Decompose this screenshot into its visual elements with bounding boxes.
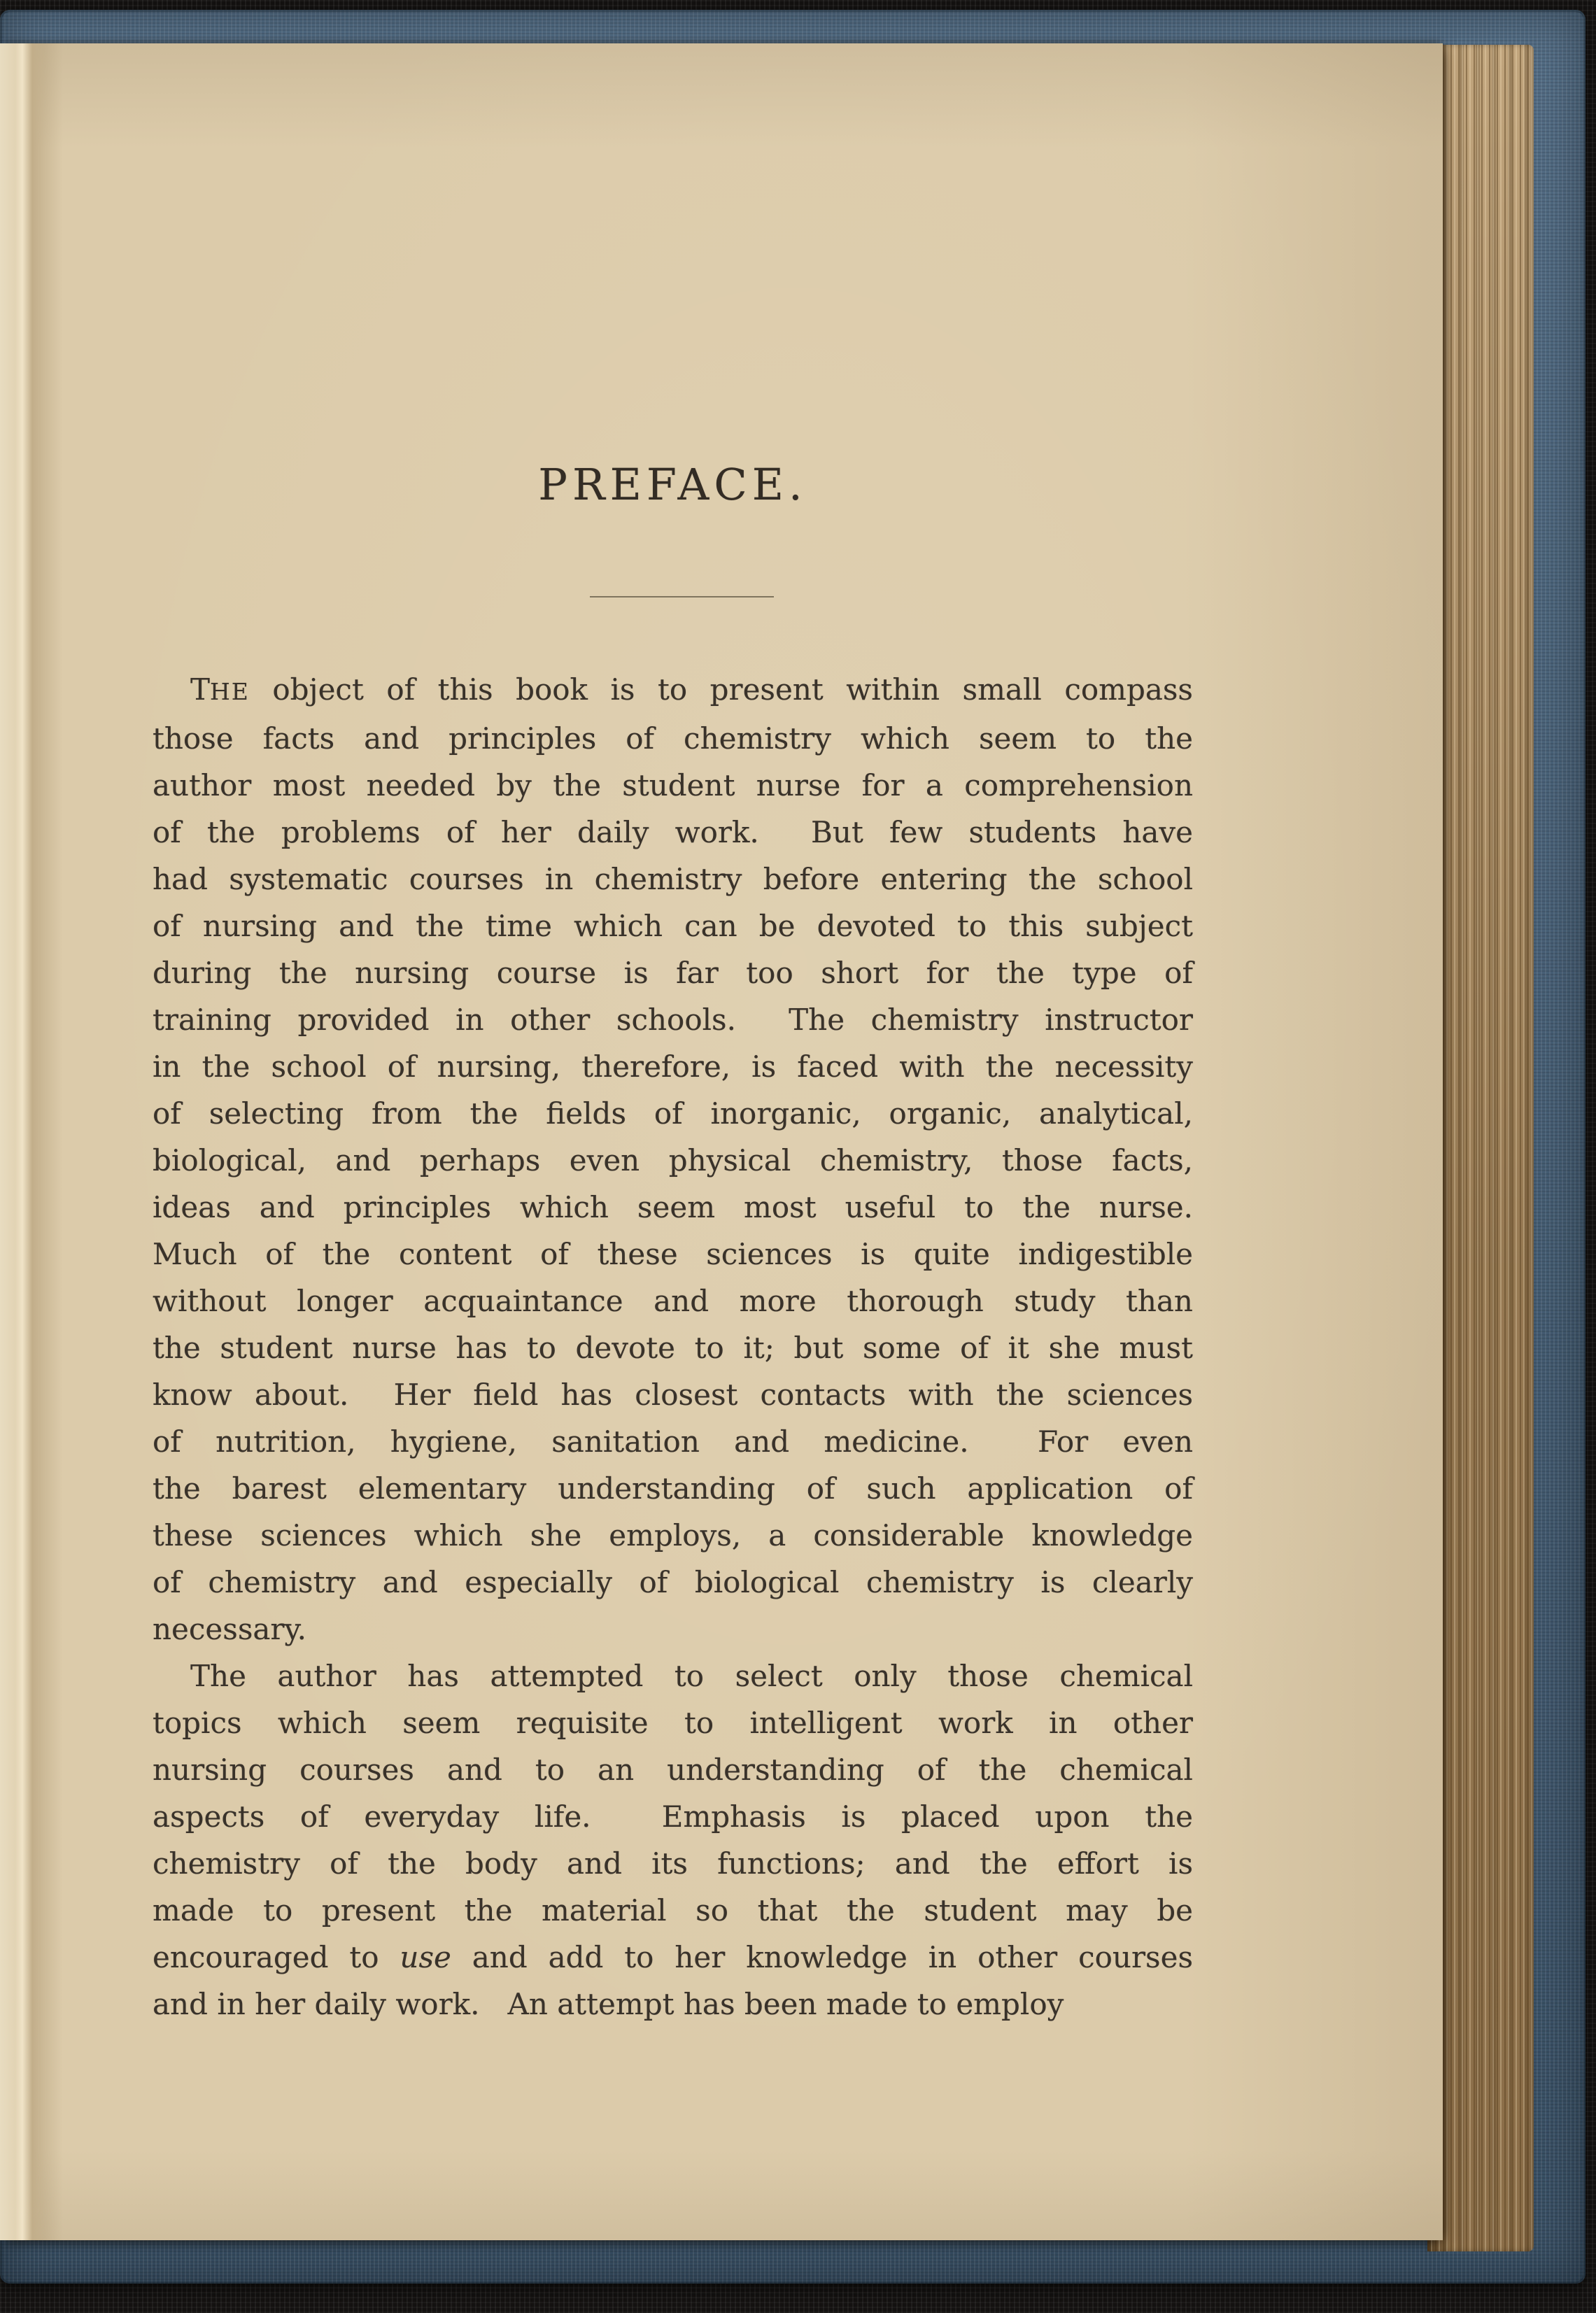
- page-title: PREFACE.: [538, 459, 807, 510]
- text-line: The author has attempted to select only those chemical: [190, 1659, 1193, 1693]
- text-line: know about. Her field has closest contacts with the sciences: [153, 1378, 1193, 1412]
- page-fore-edge-stack: [1427, 45, 1534, 2251]
- text-line: biological, and perhaps even physical chemistry, those facts,: [153, 1143, 1193, 1177]
- text-line: encouraged to use and add to her knowledge in other courses: [153, 1940, 1193, 1974]
- italic-text: use: [400, 1940, 451, 1974]
- text-line: in the school of nursing, therefore, is faced with the necessity: [153, 1049, 1193, 1084]
- text-line: nursing courses and to an understanding of the chemical: [153, 1753, 1193, 1787]
- text-line: necessary.: [153, 1612, 307, 1646]
- text-line: of nursing and the time which can be devoted to this subject: [153, 909, 1193, 943]
- text-line: author most needed by the student nurse for a comprehension: [153, 768, 1193, 802]
- text-line: Much of the content of these sciences is quite indigestible: [153, 1237, 1193, 1271]
- preface-body-text: [153, 666, 1193, 2028]
- small-caps-text: HE: [210, 678, 250, 705]
- text-line: ideas and principles which seem most useful to the nurse.: [153, 1190, 1193, 1224]
- paragraph-2: [153, 1653, 1193, 2028]
- text-line: these sciences which she employs, a considerable knowledge: [153, 1518, 1193, 1552]
- text-line: training provided in other schools. The chemistry instructor: [153, 1003, 1193, 1037]
- text-line: of chemistry and especially of biological chemistry is clearly: [153, 1565, 1193, 1599]
- text-line: of nutrition, hygiene, sanitation and medicine. For even: [153, 1424, 1193, 1459]
- title-divider-rule: [590, 596, 774, 597]
- text-line: the barest elementary understanding of such application of: [153, 1471, 1193, 1506]
- text-line: had systematic courses in chemistry before entering the school: [153, 862, 1193, 896]
- text-line: those facts and principles of chemistry which seem to the: [153, 721, 1193, 756]
- text-line: aspects of everyday life. Emphasis is placed upon the: [153, 1799, 1193, 1834]
- text-line: the student nurse has to devote to it; but some of it she must: [153, 1331, 1193, 1365]
- text-line: chemistry of the body and its functions; and the effort is: [153, 1846, 1193, 1881]
- text-line: and in her daily work. An attempt has been made to employ: [153, 1987, 1064, 2021]
- text-line: without longer acquaintance and more thorough study than: [153, 1284, 1193, 1318]
- text-line: of the problems of her daily work. But few students have: [153, 815, 1193, 849]
- paragraph-1: [153, 666, 1193, 1653]
- text-line: of selecting from the fields of inorganic, organic, analytical,: [153, 1096, 1193, 1131]
- text-line: during the nursing course is far too short for the type of: [153, 956, 1193, 990]
- page-gutter-curl: [0, 43, 63, 2240]
- text-line: topics which seem requisite to intelligent work in other: [153, 1706, 1193, 1740]
- text-line: made to present the material so that the student may be: [153, 1893, 1193, 1928]
- book-page: [0, 43, 1443, 2240]
- text-line: THE object of this book is to present within small compass: [190, 672, 1193, 707]
